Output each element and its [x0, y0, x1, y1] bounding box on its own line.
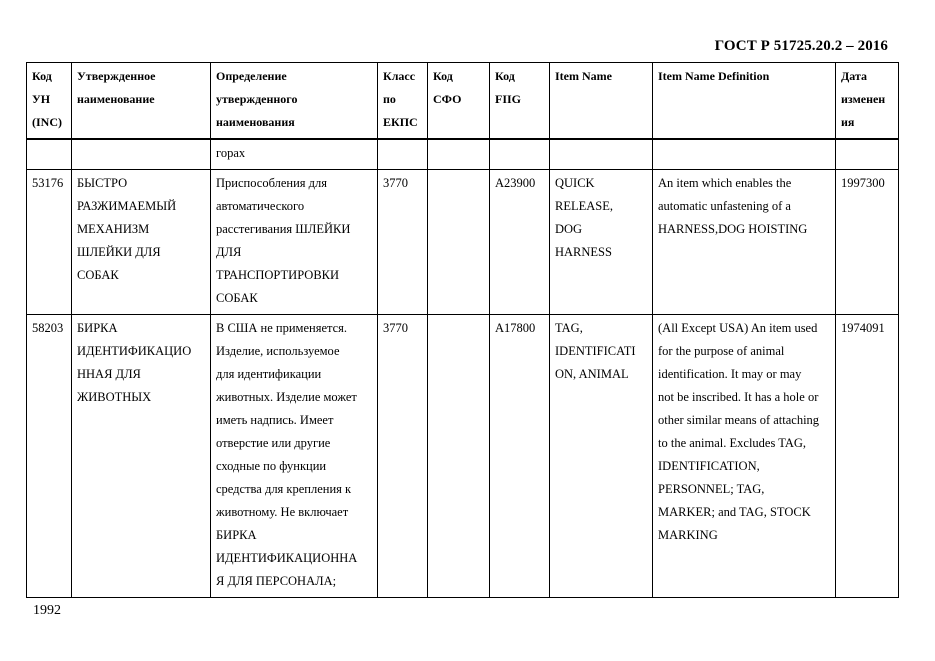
table-row	[27, 315, 899, 598]
cell-item-name: QUICK RELEASE, DOG HARNESS	[550, 170, 653, 315]
cell-fiig	[490, 139, 550, 170]
page-number: 1992	[33, 603, 61, 618]
column-header-inc: Код УН (INC)	[27, 63, 72, 140]
cell-date: 1974091	[836, 315, 899, 598]
column-header-date: Дата изменен ия	[836, 63, 899, 140]
cell-item-definition	[653, 139, 836, 170]
column-header-approved-name: Утвержденное наименование	[72, 63, 211, 140]
cell-approved-name: БИРКА ИДЕНТИФИКАЦИО ННАЯ ДЛЯ ЖИВОТНЫХ	[72, 315, 211, 598]
cell-fiig: A23900	[490, 170, 550, 315]
document-standard-header: ГОСТ Р 51725.20.2 – 2016	[714, 38, 888, 54]
cell-definition: В США не применяется. Изделие, используемое для идентификации животных. Изделие может иметь надпись. Имеет отверстие или другие сходные по функции средства для крепления к животному. Не включает БИРКА ИДЕНТИФИКАЦИОННА Я ДЛЯ ПЕРСОНАЛА;	[211, 315, 378, 598]
cell-approved-name: БЫСТРО РАЗЖИМАЕМЫЙ МЕХАНИЗМ ШЛЕЙКИ ДЛЯ СОБАК	[72, 170, 211, 315]
cell-sfo	[428, 315, 490, 598]
cell-item-name: TAG, IDENTIFICATI ON, ANIMAL	[550, 315, 653, 598]
column-header-item-definition: Item Name Definition	[653, 63, 836, 140]
column-header-definition: Определение утвержденного наименования	[211, 63, 378, 140]
cell-definition: горах	[211, 139, 378, 170]
cell-sfo	[428, 170, 490, 315]
table-header-row	[27, 63, 899, 140]
cell-sfo	[428, 139, 490, 170]
cell-date	[836, 139, 899, 170]
cell-inc: 53176	[27, 170, 72, 315]
catalog-table	[26, 62, 899, 598]
cell-ekps: 3770	[378, 315, 428, 598]
column-header-ekps: Класс по ЕКПС	[378, 63, 428, 140]
table-row-continuation	[27, 139, 899, 170]
cell-item-definition: (All Except USA) An item used for the purpose of animal identification. It may or may not be inscribed. It has a hole or other similar means of attaching to the animal. Excludes TAG, IDENTIFICATION, PERSONNEL; TAG, MARKER; and TAG, STOCK MARKING	[653, 315, 836, 598]
table-row	[27, 170, 899, 315]
cell-item-name	[550, 139, 653, 170]
column-header-item-name: Item Name	[550, 63, 653, 140]
cell-date: 1997300	[836, 170, 899, 315]
cell-definition: Приспособления для автоматического расстегивания ШЛЕЙКИ ДЛЯ ТРАНСПОРТИРОВКИ СОБАК	[211, 170, 378, 315]
cell-inc: 58203	[27, 315, 72, 598]
cell-approved-name	[72, 139, 211, 170]
cell-inc	[27, 139, 72, 170]
cell-item-definition: An item which enables the automatic unfastening of a HARNESS,DOG HOISTING	[653, 170, 836, 315]
column-header-sfo: Код СФО	[428, 63, 490, 140]
cell-fiig: A17800	[490, 315, 550, 598]
cell-ekps	[378, 139, 428, 170]
column-header-fiig: Код FIIG	[490, 63, 550, 140]
cell-ekps: 3770	[378, 170, 428, 315]
